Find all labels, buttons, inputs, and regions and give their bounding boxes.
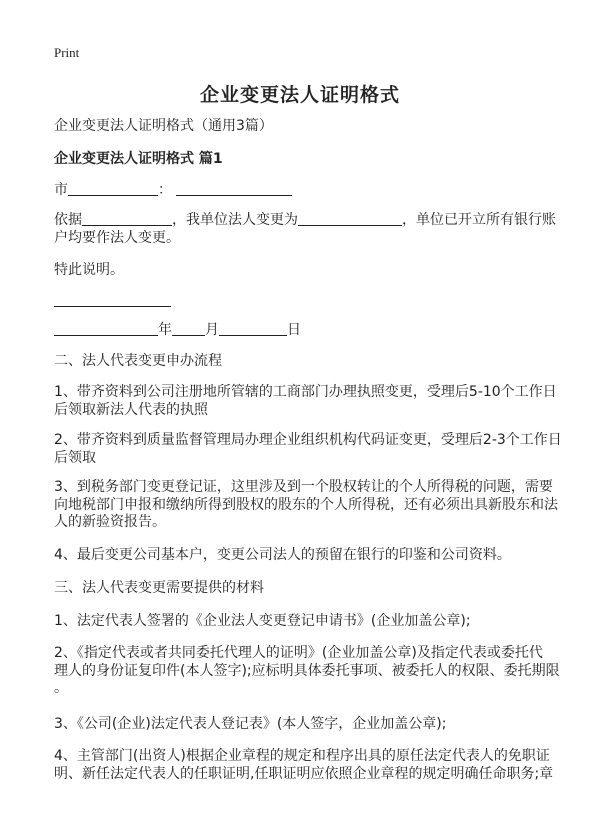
month-blank: [172, 321, 205, 336]
line: 2、带齐资料到质量监督管理局办理企业组织机构代码证变更，受理后2-3个工作日: [54, 432, 562, 448]
date-line: [54, 321, 554, 340]
process-heading: 二、法人代表变更申办流程: [54, 353, 222, 369]
city-label: 市: [54, 182, 68, 198]
process-item: [54, 547, 554, 565]
statement: 特此说明。: [54, 262, 124, 278]
process-item: [54, 384, 557, 419]
materials-heading: 三、法人代表变更需要提供的材料: [54, 580, 264, 596]
materials-item: [54, 748, 554, 783]
basis-middle: ，我单位法人变更为: [172, 212, 298, 228]
day-blank: [219, 321, 287, 336]
basis-line2: 户均要作法人变更。: [54, 229, 180, 246]
line: 3、到税务部门变更登记证，这里涉及到一个股权转让的个人所得税的问题，需要: [54, 479, 553, 495]
line: 明、新任法定代表人的任职证明,任职证明应依照企业章程的规定明确任命职务;章: [54, 765, 554, 782]
basis-paragraph: [54, 211, 554, 247]
line: 1、法定代表人签署的《企业法人变更登记申请书》(企业加盖公章);: [54, 613, 471, 629]
year-blank: [54, 321, 158, 336]
line: 向地税部门申报和缴纳所得到股权的股东的个人所得税，还有必须出具新股东和法: [54, 496, 558, 513]
process-item: [54, 479, 558, 532]
city-blank: [68, 181, 158, 196]
basis-blank: [82, 211, 172, 226]
signature-blank: [54, 292, 171, 307]
line: 4、主管部门(出资人)根据企业章程的规定和程序出具的原任法定代表人的免职证: [54, 748, 550, 764]
line: 理人的身份证复印件(本人签字);应标明具体委托事项、被委托人的权限、委托期限: [54, 662, 560, 679]
print-link[interactable]: Print: [54, 45, 80, 60]
basis-prefix: 依据: [54, 212, 82, 228]
basis-suffix: ，单位已开立所有银行账: [402, 212, 556, 228]
month-label: 月: [205, 322, 219, 338]
line: 人的新验资报告。: [54, 514, 166, 530]
line: 后领取新法人代表的执照: [54, 401, 208, 418]
recipient-blank: [176, 181, 292, 196]
process-item: [54, 432, 562, 467]
day-label: 日: [287, 322, 301, 338]
line: 2、《指定代表或者共同委托代理人的证明》(企业加盖公章)及指定代表或委托代: [54, 645, 543, 661]
document-title: 企业变更法人证明格式: [199, 84, 400, 106]
materials-item: [54, 645, 560, 698]
line: 3、《公司(企业)法定代表人登记表》(本人签字，企业加盖公章);: [54, 716, 447, 732]
materials-item: [54, 716, 554, 734]
line: 1、带齐资料到公司注册地所管辖的工商部门办理执照变更，受理后5-10个工作日: [54, 384, 557, 400]
section-heading: 企业变更法人证明格式 篇1: [54, 151, 223, 167]
signature-line: [54, 292, 554, 311]
city-colon: ：: [158, 182, 172, 198]
materials-item: [54, 613, 554, 631]
subtitle: 企业变更法人证明格式（通用3篇）: [54, 118, 273, 134]
line: 4、最后变更公司基本户，变更公司法人的预留在银行的印鉴和公司资料。: [54, 547, 511, 563]
new-legal-rep-blank: [298, 211, 402, 226]
city-line: [54, 181, 554, 200]
line: 。: [54, 680, 68, 696]
line: 后领取: [54, 449, 96, 466]
year-label: 年: [158, 322, 172, 338]
